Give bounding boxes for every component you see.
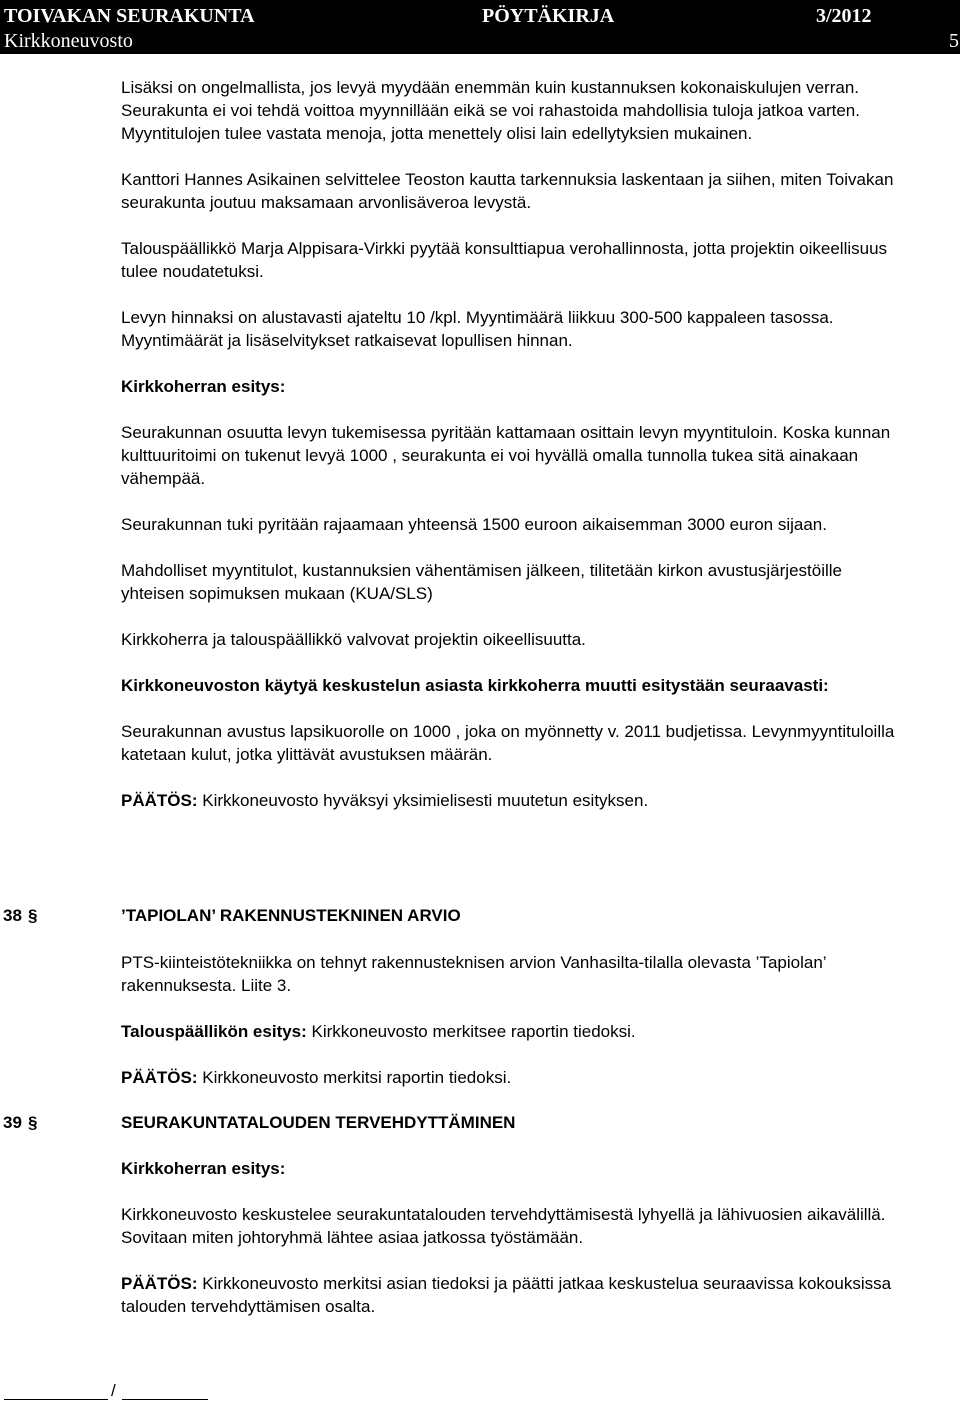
proposal-label: Talouspäällikön esitys: (121, 1022, 307, 1041)
signature-line-right (122, 1399, 208, 1400)
discussion-heading: Kirkkoneuvoston käytyä keskustelun asiasta kirkkoherra muutti esitystään seuraavasti: (121, 676, 829, 695)
paragraph: Talouspäällikkö Marja Alppisara-Virkki pyytää konsulttiapua verohallinnosta, jotta projektin oikeellisuus tulee noudatetuksi. (121, 239, 888, 281)
decision-text: Kirkkoneuvosto hyväksyi yksimielisesti muutetun esityksen. (202, 791, 649, 810)
section-decision (121, 1066, 901, 1089)
paragraph: Kanttori Hannes Asikainen selvittelee Teoston kautta tarkennuksia laskentaan ja siihen, miten Toivakan seurakunta joutuu maksamaan arvonlisäveroa levystä. (121, 170, 894, 212)
proposal-paragraph: Kirkkoherra ja talouspäällikkö valvovat projektin oikeellisuutta. (121, 630, 586, 649)
organization-name: TOIVAKAN SEURAKUNTA (4, 5, 255, 27)
signature-initials-line (4, 1382, 214, 1400)
section-38-heading (0, 904, 960, 927)
section-symbol: § (28, 1113, 38, 1132)
document-type: PÖYTÄKIRJA (482, 5, 615, 27)
page-header (0, 0, 960, 54)
section-symbol: § (28, 906, 38, 925)
section-text: Kirkkoneuvosto keskustelee seurakuntatalouden tervehdyttämisestä lyhyellä ja lähivuosien aikavälillä. Sovitaan miten johtoryhmä lähtee asiaa jatkossa työstämään. (121, 1205, 886, 1247)
section-proposal (121, 1020, 901, 1043)
section-39-body (121, 1157, 901, 1341)
section-38-body (121, 951, 901, 1112)
main-content (121, 76, 901, 835)
signature-separator: / (111, 1381, 116, 1400)
proposal-heading: Kirkkoherran esitys: (121, 377, 286, 396)
signature-line-left (4, 1399, 108, 1400)
section-number: 38 (3, 906, 22, 925)
amended-text: Seurakunnan avustus lapsikuorolle on 1000 , joka on myönnetty v. 2011 budjetissa. Levynmyyntituloilla katetaan kulut, jotka ylittävät avustuksen määrän. (121, 722, 895, 764)
paragraph: Lisäksi on ongelmallista, jos levyä myydään enemmän kuin kustannuksen kokonaiskulujen verran. Seurakunta ei voi tehdä voittoa myynnillään eikä se voi rahastoida mahdollisia tuloja jatkoa varten. Myyntitulojen tulee vastata menoja, jotta menettely olisi lain edellytyksien mukainen. (121, 78, 860, 143)
decision-label: PÄÄTÖS: (121, 1068, 198, 1087)
governing-body: Kirkkoneuvosto (4, 30, 133, 52)
document-number: 3/2012 (816, 5, 872, 27)
proposal-paragraph: Seurakunnan osuutta levyn tukemisessa pyritään kattamaan osittain levyn myyntituloin. Koska kunnan kulttuuritoimi on tukenut levyä 1000 , seurakunta ei voi hyvällä omalla tunnolla tukea sitä ainakaan vähempää. (121, 423, 891, 488)
proposal-paragraph: Seurakunnan tuki pyritään rajaamaan yhteensä 1500 euroon aikaisemman 3000 euron sijaan. (121, 515, 827, 534)
proposal-heading: Kirkkoherran esitys: (121, 1159, 286, 1178)
paragraph: Levyn hinnaksi on alustavasti ajateltu 10 /kpl. Myyntimäärä liikkuu 300-500 kappaleen tasossa. Myyntimäärät ja lisäselvitykset ratkaisevat lopullisen hinnan. (121, 308, 834, 350)
page-number: 5 (949, 30, 959, 52)
section-text: PTS-kiinteistötekniikka on tehnyt rakennusteknisen arvion Vanhasilta-tilalla olevasta ’Tapiolan’ rakennuksesta. Liite 3. (121, 953, 826, 995)
decision (121, 789, 901, 812)
section-decision (121, 1272, 901, 1318)
section-title: ’TAPIOLAN’ RAKENNUSTEKNINEN ARVIO (121, 906, 461, 925)
decision-label: PÄÄTÖS: (121, 1274, 198, 1293)
proposal-paragraph: Mahdolliset myyntitulot, kustannuksien vähentämisen jälkeen, tilitetään kirkon avustusjärjestöille yhteisen sopimuksen mukaan (KUA/SLS) (121, 561, 842, 603)
proposal-text: Kirkkoneuvosto merkitsee raportin tiedoksi. (311, 1022, 636, 1041)
section-title: SEURAKUNTATALOUDEN TERVEHDYTTÄMINEN (121, 1113, 516, 1132)
section-39-heading (0, 1111, 960, 1134)
decision-label: PÄÄTÖS: (121, 791, 198, 810)
section-number: 39 (3, 1113, 22, 1132)
decision-text: Kirkkoneuvosto merkitsi raportin tiedoksi. (202, 1068, 512, 1087)
decision-text: Kirkkoneuvosto merkitsi asian tiedoksi ja päätti jatkaa keskustelua seuraavissa kokouksissa talouden tervehdyttämisen osalta. (121, 1274, 892, 1316)
